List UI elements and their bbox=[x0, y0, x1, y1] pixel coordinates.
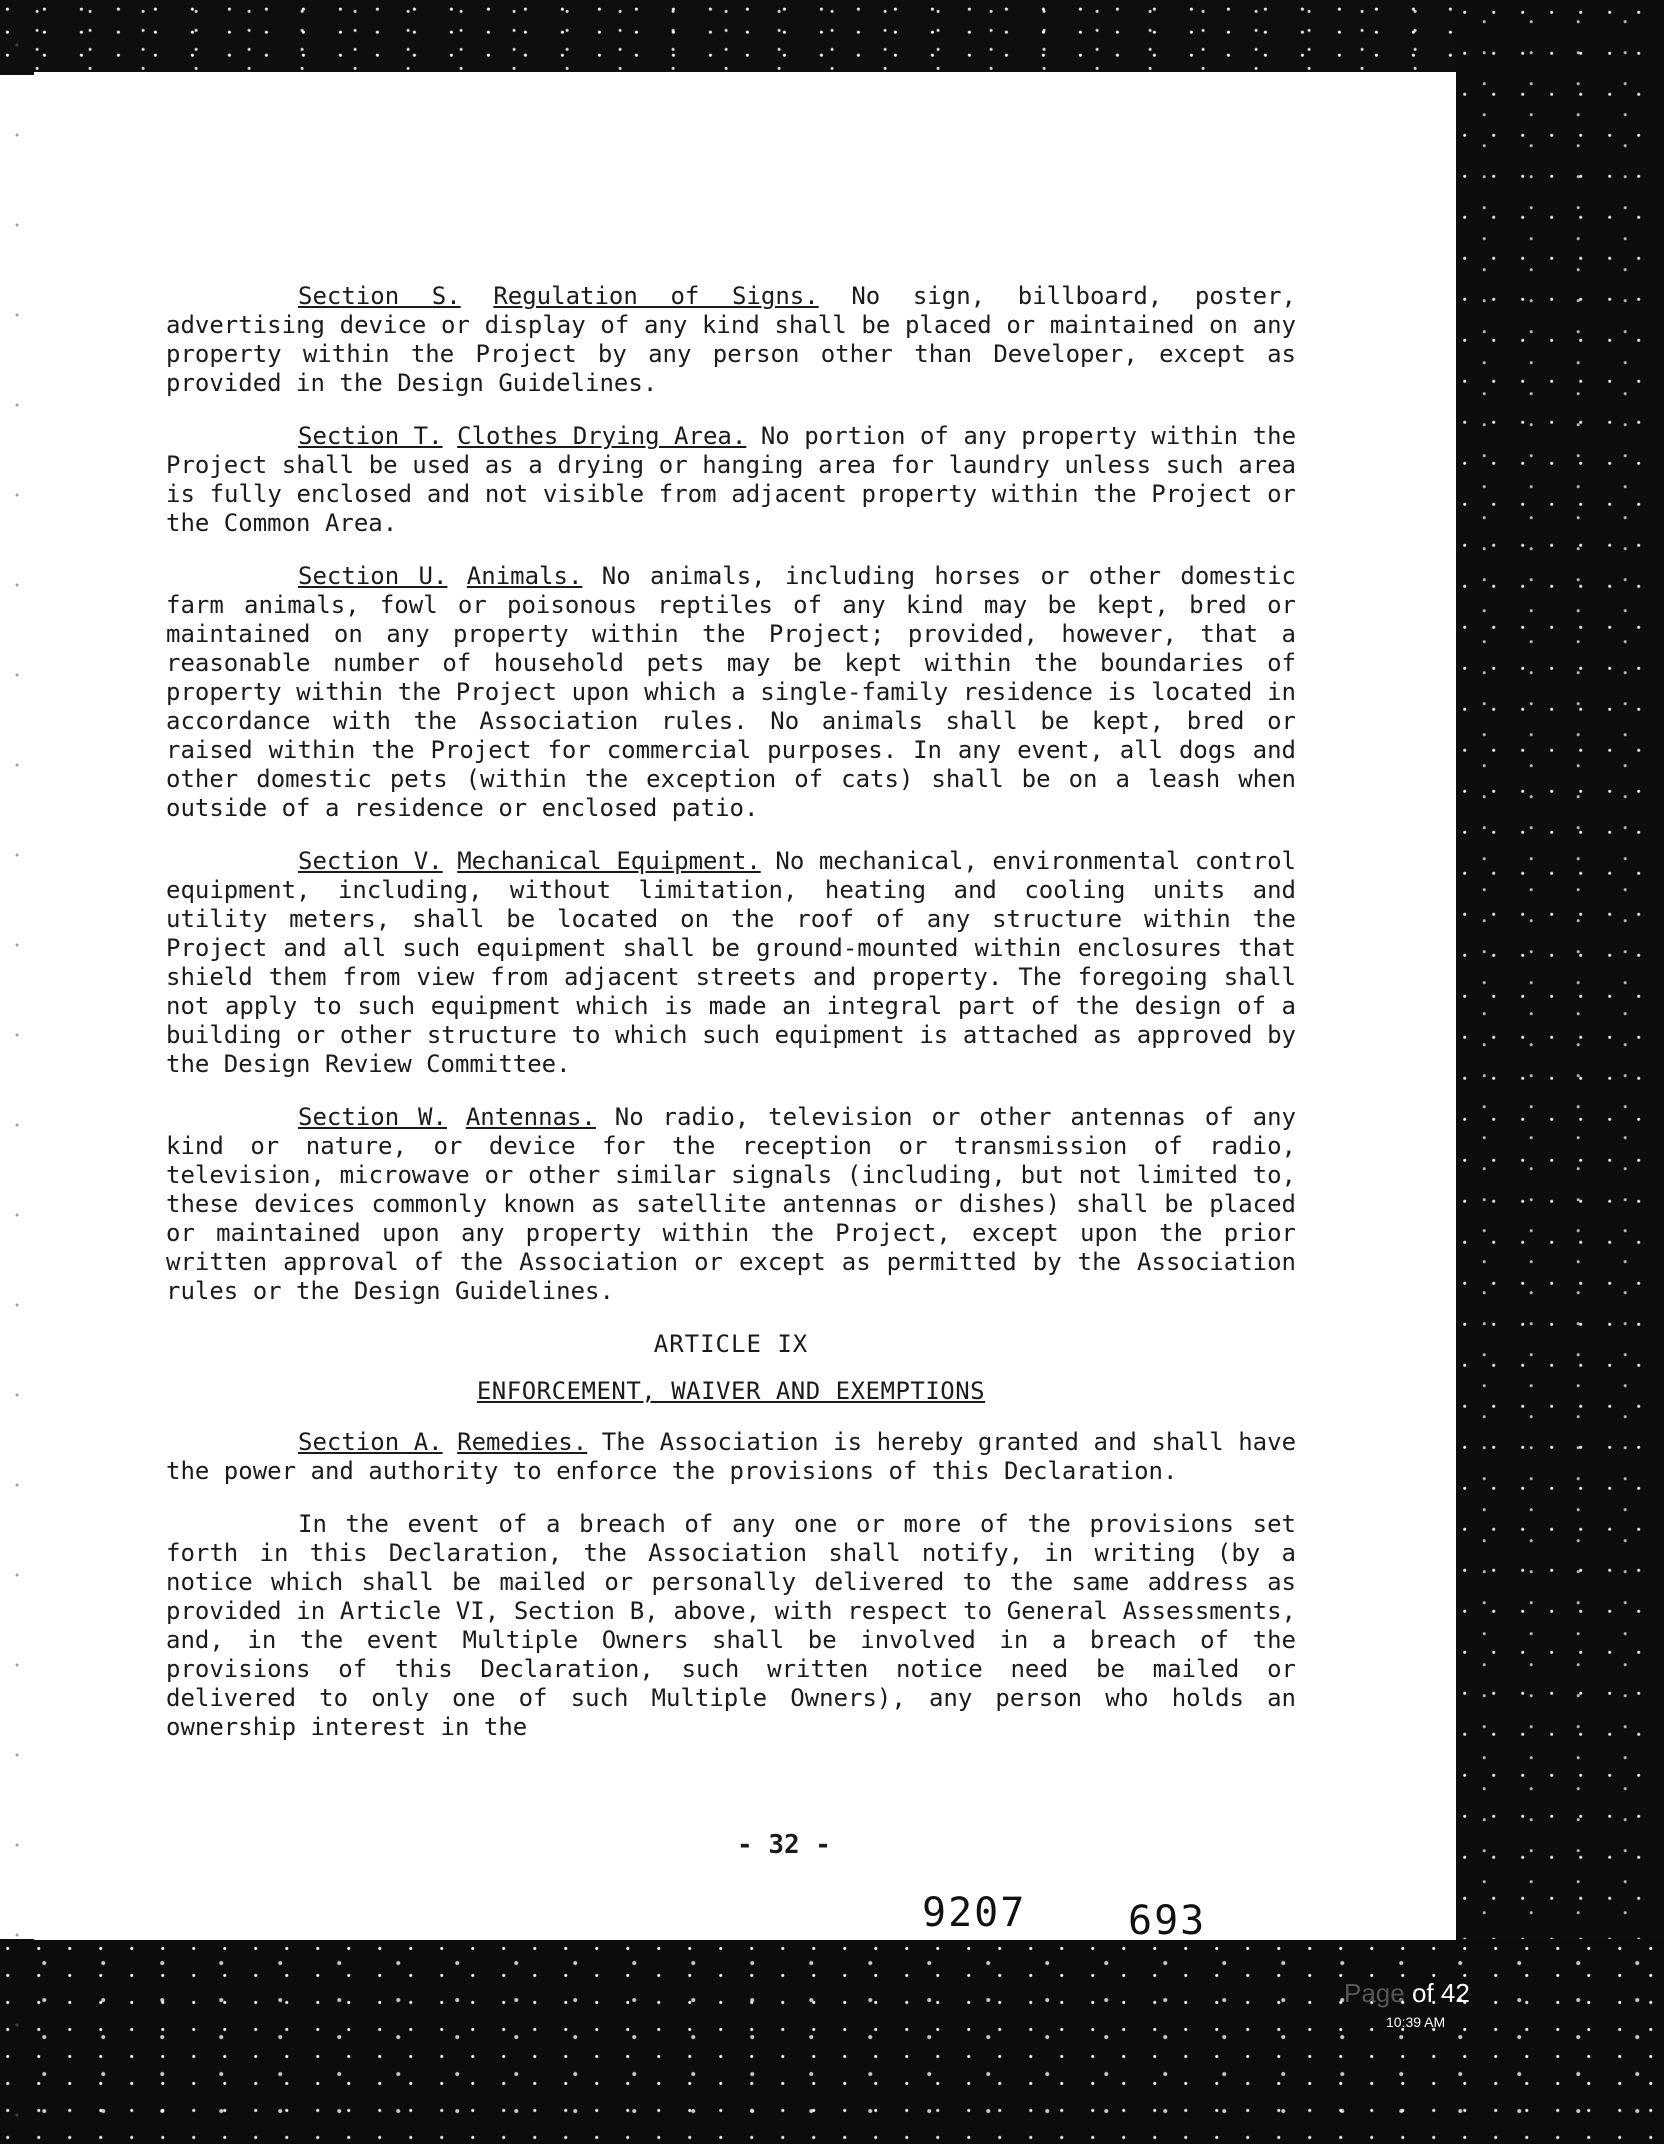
section-a-paragraph bbox=[166, 1428, 1296, 1486]
section-text: No animals, including horses or other domestic farm animals, fowl or poisonous reptiles of any kind may be kept, bred or maintained on any property within the Project; provided, however, that a reasonable number of household pets may be kept within the boundaries of property within the Project upon which a single-family residence is located in accordance with the Association rules. No animals shall be kept, bred or raised within the Project for commercial purposes. In any event, all dogs and other domestic pets (within the exception of cats) shall be on a leash when outside of a residence or enclosed patio. bbox=[166, 562, 1296, 822]
paragraph-text: In the event of a breach of any one or more of the provisions set forth in this Declaration, the Association shall notify, in writing (by a notice which shall be mailed or personally delivered to the same address as provided in Article VI, Section B, above, with respect to General Assessments, and, in the event Multiple Owners shall be involved in a breach of the provisions of this Declaration, such written notice need be mailed or delivered to only one of such Multiple Owners), any person who holds an ownership interest in the bbox=[166, 1510, 1296, 1741]
section-s-paragraph bbox=[166, 282, 1296, 398]
section-text: No portion of any property within the Project shall be used as a drying or hanging area for laundry unless such area is fully enclosed and not visible from adjacent property within the Project or the Common Area. bbox=[166, 422, 1297, 537]
recording-stamp-page: 693 bbox=[1128, 1898, 1207, 1944]
section-text: No radio, television or other antennas of any kind or nature, or device for the reception or transmission of radio, television, microwave or other similar signals (including, but not limited to, these devices commonly known as satellite antennas or dishes) shall be placed or maintained upon any property within the Project, except upon the prior written approval of the Association or except as permitted by the Association rules or the Design Guidelines. bbox=[166, 1103, 1297, 1305]
section-w-paragraph bbox=[166, 1103, 1296, 1306]
section-label: Section U. bbox=[298, 562, 448, 590]
document-page bbox=[34, 72, 1456, 1944]
recording-stamp-book: 9207 bbox=[922, 1890, 1027, 1936]
scan-border-bottom bbox=[0, 1939, 1664, 2144]
section-label: Section A. bbox=[298, 1428, 443, 1456]
breach-paragraph bbox=[166, 1510, 1296, 1742]
article-number: ARTICLE IX bbox=[653, 1330, 809, 1358]
section-label: Section T. bbox=[298, 422, 443, 450]
section-label: Section S. bbox=[298, 282, 461, 310]
scan-speckles-left bbox=[0, 0, 34, 2144]
section-title: Mechanical Equipment. bbox=[457, 847, 761, 875]
page-prefix: Page bbox=[1344, 1978, 1405, 2008]
section-v-paragraph bbox=[166, 847, 1296, 1079]
section-label: Section W. bbox=[298, 1103, 447, 1131]
section-title: Regulation of Signs. bbox=[493, 282, 819, 310]
section-u-paragraph bbox=[166, 562, 1296, 823]
article-title: ENFORCEMENT, WAIVER AND EXEMPTIONS bbox=[476, 1377, 986, 1405]
scan-border-right bbox=[1456, 0, 1664, 2144]
section-title: Clothes Drying Area. bbox=[457, 422, 747, 450]
section-label: Section V. bbox=[298, 847, 443, 875]
viewer-page-indicator bbox=[1344, 1978, 1470, 2009]
scan-border-top bbox=[0, 0, 1664, 75]
section-title: Animals. bbox=[466, 562, 583, 590]
page-number: - 32 - bbox=[737, 1830, 831, 1860]
section-text: No sign, billboard, poster, advertising device or display of any kind shall be placed or maintained on any property within the Project by any person other than Developer, except as provided in the Design Guidelines. bbox=[166, 282, 1297, 397]
section-title: Remedies. bbox=[457, 1428, 588, 1456]
viewer-timestamp: 10:39 AM bbox=[1386, 2014, 1446, 2030]
page-suffix: of 42 bbox=[1411, 1978, 1470, 2008]
document-body bbox=[166, 282, 1296, 1766]
section-text: No mechanical, environmental control equipment, including, without limitation, heating and cooling units and utility meters, shall be located on the roof of any structure within the Project and all such equipment shall be ground-mounted within enclosures that shield them from view from adjacent streets and property. The foregoing shall not apply to such equipment which is made an integral part of the design of a building or other structure to which such equipment is attached as approved by the Design Review Committee. bbox=[166, 847, 1296, 1078]
section-t-paragraph bbox=[166, 422, 1296, 538]
section-title: Antennas. bbox=[465, 1103, 596, 1131]
section-text: The Association is hereby granted and shall have the power and authority to enforce the provisions of this Declaration. bbox=[166, 1428, 1297, 1485]
